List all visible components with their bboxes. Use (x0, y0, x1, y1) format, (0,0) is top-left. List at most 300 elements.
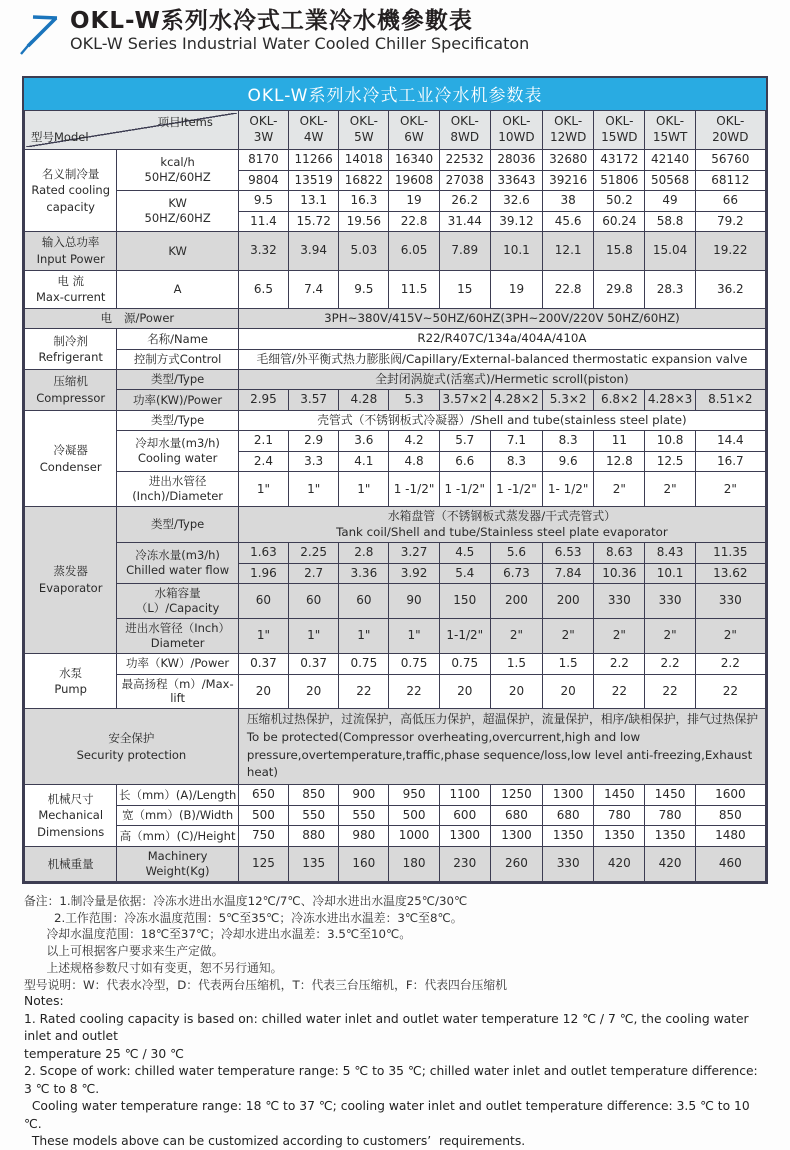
value-cell: 31.44 (439, 211, 490, 232)
value-cell: 160 (339, 846, 389, 881)
table-row (25, 309, 766, 329)
value-cell: 950 (389, 785, 439, 806)
span-value-cell: 毛细管/外平衡式热力膨胀阀/Capillary/External-balanced thermostatic expansion valve (238, 349, 765, 369)
section-label-cell: 电 流 Max-current (25, 270, 117, 308)
table-row (25, 370, 766, 390)
value-cell: 10.36 (594, 563, 645, 584)
value-cell: 0.75 (439, 653, 490, 674)
table-row (25, 653, 766, 674)
value-cell: 3.94 (289, 232, 339, 270)
model-header-cell: OKL- 6W (389, 111, 439, 150)
table-row (25, 431, 766, 452)
value-cell: 42140 (645, 150, 695, 171)
value-cell: 19 (490, 270, 542, 308)
value-cell: 3.27 (389, 543, 439, 564)
value-cell: 16340 (389, 150, 439, 171)
value-cell: 2" (695, 472, 765, 507)
value-cell: 9.6 (543, 451, 594, 472)
item-label-cell: 类型/Type (117, 370, 238, 390)
value-cell: 4.28 (339, 390, 389, 411)
value-cell: 50568 (645, 170, 695, 191)
table-row (25, 709, 766, 785)
item-label-cell: 进出水管径 (Inch)/Diameter (117, 472, 238, 507)
value-cell: 19.22 (695, 232, 765, 270)
table-header-row (25, 111, 766, 150)
note-line: temperature 25 ℃ / 30 ℃ (24, 1046, 184, 1061)
value-cell: 1450 (594, 785, 645, 806)
value-cell: 2" (543, 619, 594, 654)
value-cell: 20 (439, 674, 490, 709)
value-cell: 60 (339, 584, 389, 619)
value-cell: 11.4 (238, 211, 288, 232)
table-row (25, 846, 766, 881)
item-label-cell: kcal/h 50HZ/60HZ (117, 150, 238, 191)
value-cell: 90 (389, 584, 439, 619)
value-cell: 780 (645, 805, 695, 826)
model-header-cell: OKL- 12WD (543, 111, 594, 150)
value-cell: 15.72 (289, 211, 339, 232)
note-line: 上述规格参数尺寸如有变更，恕不另行通知。 (24, 960, 283, 975)
page-subtitle-en: OKL-W Series Industrial Water Cooled Chiller Specificaton (70, 34, 530, 54)
value-cell: 13.1 (289, 191, 339, 212)
value-cell: 1300 (543, 785, 594, 806)
value-cell: 4.5 (439, 543, 490, 564)
value-cell: 39216 (543, 170, 594, 191)
span-value-cell: R22/R407C/134a/404A/410A (238, 329, 765, 349)
note-line: 2.工作范围：冷冻水温度范围：5℃至35℃；冷冻水进出水温差：3℃至8℃。 (24, 910, 463, 925)
value-cell: 16.7 (695, 451, 765, 472)
value-cell: 1350 (543, 826, 594, 847)
table-row (25, 390, 766, 411)
value-cell: 16822 (339, 170, 389, 191)
value-cell: 2.2 (594, 653, 645, 674)
value-cell: 260 (490, 846, 542, 881)
item-label-cell: 宽（mm）(B)/Width (117, 805, 238, 826)
value-cell: 2.95 (238, 390, 288, 411)
model-header-cell: OKL- 5W (339, 111, 389, 150)
value-cell: 550 (339, 805, 389, 826)
value-cell: 2.7 (289, 563, 339, 584)
value-cell: 6.6 (439, 451, 490, 472)
value-cell: 2.2 (645, 653, 695, 674)
value-cell: 27038 (439, 170, 490, 191)
value-cell: 5.7 (439, 431, 490, 452)
value-cell: 9.5 (238, 191, 288, 212)
value-cell: 2" (645, 472, 695, 507)
value-cell: 22.8 (389, 211, 439, 232)
table-row (25, 191, 766, 212)
value-cell: 22 (594, 674, 645, 709)
value-cell: 420 (645, 846, 695, 881)
item-label-cell: 类型/Type (117, 410, 238, 430)
value-cell: 1" (289, 619, 339, 654)
value-cell: 19.56 (339, 211, 389, 232)
value-cell: 66 (695, 191, 765, 212)
note-line: 冷却水温度范围：18℃至37℃；冷却水进出水温差：3.5℃至10℃。 (24, 927, 412, 942)
value-cell: 200 (543, 584, 594, 619)
value-cell: 7.84 (543, 563, 594, 584)
table-row (25, 785, 766, 806)
value-cell: 1" (339, 472, 389, 507)
value-cell: 60 (238, 584, 288, 619)
table-row (25, 543, 766, 564)
value-cell: 2.9 (289, 431, 339, 452)
table-row (25, 329, 766, 349)
title-block (70, 8, 529, 54)
item-label: 源/Power (124, 311, 175, 326)
section-label-cell: 蒸发器 Evaporator (25, 507, 117, 654)
value-cell: 1.5 (543, 653, 594, 674)
item-label-cell: 控制方式Control (117, 349, 238, 369)
value-cell: 2.8 (339, 543, 389, 564)
value-cell: 49 (645, 191, 695, 212)
value-cell: 1450 (645, 785, 695, 806)
value-cell: 5.3 (389, 390, 439, 411)
value-cell: 20 (289, 674, 339, 709)
value-cell: 1- 1/2" (543, 472, 594, 507)
span-value-cell: 全封闭涡旋式(活塞式)/Hermetic scroll(piston) (238, 370, 765, 390)
value-cell: 10.1 (645, 563, 695, 584)
section-label-cell: 水泵 Pump (25, 653, 117, 708)
value-cell: 1-1/2" (439, 619, 490, 654)
value-cell: 9.5 (339, 270, 389, 308)
value-cell: 6.53 (543, 543, 594, 564)
item-label-cell: 冷冻水量(m3/h) Chilled water flow (117, 543, 238, 584)
value-cell: 4.28×3 (645, 390, 695, 411)
value-cell: 10.8 (645, 431, 695, 452)
value-cell: 79.2 (695, 211, 765, 232)
item-label-cell: 功率（KW）/Power (117, 653, 238, 674)
value-cell: 39.12 (490, 211, 542, 232)
table-row (25, 270, 766, 308)
note-line: 2. Scope of work: chilled water temperature range: 5 ℃ to 35 ℃; chilled water inlet and outlet temperature difference: 3 ℃ to 8 ℃. (24, 1064, 762, 1096)
value-cell: 460 (695, 846, 765, 881)
spec-table-title: OKL-W系列水冷式工业冷水机参数表 (24, 78, 766, 110)
item-label-cell: 长（mm）(A)/Length (117, 785, 238, 806)
value-cell: 5.03 (339, 232, 389, 270)
value-cell: 43172 (594, 150, 645, 171)
value-cell: 3.36 (339, 563, 389, 584)
value-cell: 8.51×2 (695, 390, 765, 411)
value-cell: 58.8 (645, 211, 695, 232)
item-label-cell: 最高扬程（m）/Max-lift (117, 674, 238, 709)
value-cell: 750 (238, 826, 288, 847)
value-cell: 1" (389, 619, 439, 654)
value-cell: 22 (339, 674, 389, 709)
value-cell: 500 (238, 805, 288, 826)
value-cell: 1" (238, 472, 288, 507)
value-cell: 2.25 (289, 543, 339, 564)
table-row (25, 472, 766, 507)
value-cell: 10.1 (490, 232, 542, 270)
notes-section (24, 893, 766, 1150)
value-cell: 850 (289, 785, 339, 806)
value-cell: 2" (594, 619, 645, 654)
value-cell: 22 (695, 674, 765, 709)
item-label-cell: 进出水管径（Inch） Diameter (117, 619, 238, 654)
value-cell: 4.8 (389, 451, 439, 472)
value-cell: 1480 (695, 826, 765, 847)
section-label-cell: 压缩机 Compressor (25, 370, 117, 411)
value-cell: 0.75 (389, 653, 439, 674)
arrow-up-right-icon (16, 10, 62, 58)
value-cell: 3.6 (339, 431, 389, 452)
item-label-cell: 水箱容量（L）/Capacity (117, 584, 238, 619)
value-cell: 26.2 (439, 191, 490, 212)
value-cell: 1.63 (238, 543, 288, 564)
section-label-cell: 安全保护 Security protection (25, 709, 239, 785)
value-cell: 7.1 (490, 431, 542, 452)
value-cell: 0.75 (339, 653, 389, 674)
value-cell: 900 (339, 785, 389, 806)
section-label-cell: 名义制冷量 Rated cooling capacity (25, 150, 117, 232)
table-row (25, 410, 766, 430)
value-cell: 1.5 (490, 653, 542, 674)
value-cell: 2.4 (238, 451, 288, 472)
value-cell: 9804 (238, 170, 288, 191)
value-cell: 11.35 (695, 543, 765, 564)
section-label-cell: 机械重量 (25, 846, 117, 881)
value-cell: 51806 (594, 170, 645, 191)
corner-cell (25, 111, 239, 150)
value-cell: 3.92 (389, 563, 439, 584)
value-cell: 1300 (490, 826, 542, 847)
value-cell: 330 (695, 584, 765, 619)
section-label-cell: 制冷剂 Refrigerant (25, 329, 117, 370)
value-cell: 780 (594, 805, 645, 826)
value-cell: 1 -1/2" (389, 472, 439, 507)
value-cell: 6.05 (389, 232, 439, 270)
value-cell: 2" (695, 619, 765, 654)
table-row (25, 232, 766, 270)
model-header-cell: OKL- 4W (289, 111, 339, 150)
section-label-cell: 冷凝器 Condenser (25, 410, 117, 506)
value-cell: 1" (339, 619, 389, 654)
span-value-cell: 壳管式（不锈钢板式冷凝器）/Shell and tube(stainless steel plate) (238, 410, 765, 430)
table-row (25, 507, 766, 543)
value-cell: 850 (695, 805, 765, 826)
value-cell: 125 (238, 846, 288, 881)
value-cell: 22 (389, 674, 439, 709)
value-cell: 230 (439, 846, 490, 881)
value-cell: 20 (490, 674, 542, 709)
item-label-cell: 类型/Type (117, 507, 238, 543)
model-header-cell: OKL- 20WD (695, 111, 765, 150)
value-cell: 1350 (645, 826, 695, 847)
value-cell: 19608 (389, 170, 439, 191)
model-label: 型号Model (31, 130, 89, 145)
value-cell: 330 (594, 584, 645, 619)
item-label-cell: A (117, 270, 238, 308)
value-cell: 2" (490, 619, 542, 654)
value-cell: 8.3 (490, 451, 542, 472)
value-cell: 1350 (594, 826, 645, 847)
items-label: 项目Items (157, 115, 213, 129)
value-cell: 200 (490, 584, 542, 619)
value-cell: 6.5 (238, 270, 288, 308)
value-cell: 1 -1/2" (439, 472, 490, 507)
value-cell: 33643 (490, 170, 542, 191)
value-cell: 8.63 (594, 543, 645, 564)
value-cell: 12.5 (645, 451, 695, 472)
value-cell: 1.96 (238, 563, 288, 584)
value-cell: 1300 (439, 826, 490, 847)
value-cell: 4.1 (339, 451, 389, 472)
table-row (25, 826, 766, 847)
value-cell: 550 (289, 805, 339, 826)
value-cell: 2" (594, 472, 645, 507)
notes-english (24, 993, 766, 1150)
value-cell: 330 (543, 846, 594, 881)
model-header-cell: OKL- 3W (238, 111, 288, 150)
value-cell: 45.6 (543, 211, 594, 232)
value-cell: 22 (645, 674, 695, 709)
page-header (0, 0, 790, 64)
value-cell: 980 (339, 826, 389, 847)
section-label-cell: 机械尺寸 Mechanical Dimensions (25, 785, 117, 847)
value-cell: 32680 (543, 150, 594, 171)
value-cell: 500 (389, 805, 439, 826)
value-cell: 6.73 (490, 563, 542, 584)
note-line: 以上可根据客户要求来生产定做。 (24, 944, 224, 959)
value-cell: 32.6 (490, 191, 542, 212)
value-cell: 22532 (439, 150, 490, 171)
value-cell: 8170 (238, 150, 288, 171)
value-cell: 38 (543, 191, 594, 212)
note-line: 型号说明：W：代表水冷型，D：代表两台压缩机，T：代表三台压缩机，F：代表四台压缩机 (24, 977, 508, 992)
value-cell: 650 (238, 785, 288, 806)
value-cell: 2" (645, 619, 695, 654)
value-cell: 16.3 (339, 191, 389, 212)
value-cell: 0.37 (289, 653, 339, 674)
value-cell: 13.62 (695, 563, 765, 584)
value-cell: 20 (543, 674, 594, 709)
value-cell: 8.43 (645, 543, 695, 564)
value-cell: 3.57×2 (439, 390, 490, 411)
value-cell: 4.28×2 (490, 390, 542, 411)
table-row (25, 349, 766, 369)
value-cell: 11266 (289, 150, 339, 171)
model-header-cell: OKL- 15WD (594, 111, 645, 150)
value-cell: 7.89 (439, 232, 490, 270)
span-value-cell: 水箱盘管（不锈钢板式蒸发器/干式壳管式） Tank coil/Shell and tube/Stainless steel plate evaporator (238, 507, 765, 543)
value-cell: 1100 (439, 785, 490, 806)
item-label-cell: 冷却水量(m3/h) Cooling water (117, 431, 238, 472)
item-label-cell: 功率(KW)/Power (117, 390, 238, 411)
value-cell: 5.4 (439, 563, 490, 584)
value-cell: 5.3×2 (543, 390, 594, 411)
spec-table-wrap (22, 76, 768, 884)
item-label-cell: KW (117, 232, 238, 270)
value-cell: 330 (645, 584, 695, 619)
note-line: 1. Rated cooling capacity is based on: chilled water inlet and outlet water temperature 12 ℃ / 7 ℃, the cooling water inlet and outlet (24, 1011, 753, 1044)
value-cell: 68112 (695, 170, 765, 191)
value-cell: 15.04 (645, 232, 695, 270)
value-cell: 14018 (339, 150, 389, 171)
value-cell: 12.1 (543, 232, 594, 270)
section-label-cell: 输入总功率 Input Power (25, 232, 117, 270)
value-cell: 1000 (389, 826, 439, 847)
value-cell: 60.24 (594, 211, 645, 232)
spec-table (24, 110, 766, 882)
table-row (25, 805, 766, 826)
value-cell: 1 -1/2" (490, 472, 542, 507)
value-cell: 14.4 (695, 431, 765, 452)
value-cell: 2.2 (695, 653, 765, 674)
section-label-zh: 电 (100, 311, 112, 326)
value-cell: 15 (439, 270, 490, 308)
note-line: Notes: (24, 994, 64, 1009)
value-cell: 12.8 (594, 451, 645, 472)
value-cell: 28.3 (645, 270, 695, 308)
model-header-cell: OKL- 15WT (645, 111, 695, 150)
value-cell: 880 (289, 826, 339, 847)
item-label-cell: Machinery Weight(Kg) (117, 846, 238, 881)
value-cell: 15.8 (594, 232, 645, 270)
value-cell: 135 (289, 846, 339, 881)
value-cell: 29.8 (594, 270, 645, 308)
notes-chinese (24, 893, 766, 994)
table-row (25, 150, 766, 171)
model-header-cell: OKL- 10WD (490, 111, 542, 150)
value-cell: 420 (594, 846, 645, 881)
value-cell: 19 (389, 191, 439, 212)
value-cell: 60 (289, 584, 339, 619)
value-cell: 180 (389, 846, 439, 881)
table-row (25, 619, 766, 654)
value-cell: 20 (238, 674, 288, 709)
value-cell: 150 (439, 584, 490, 619)
note-line: Cooling water temperature range: 18 ℃ to 37 ℃; cooling water inlet and outlet temperature difference: 3.5 ℃ to 10 ℃. (24, 1099, 754, 1131)
value-cell: 3.32 (238, 232, 288, 270)
item-label-cell: 名称/Name (117, 329, 238, 349)
page-title-zh: OKL-W系列水冷式工業冷水機參數表 (70, 8, 473, 34)
value-cell: 11.5 (389, 270, 439, 308)
table-row (25, 584, 766, 619)
value-cell: 36.2 (695, 270, 765, 308)
note-line: These models above can be customized according to customers’ requirements. (24, 1133, 526, 1148)
value-cell: 4.2 (389, 431, 439, 452)
span-value-cell: 3PH~380V/415V~50HZ/60HZ(3PH~200V/220V 50HZ/60HZ) (238, 309, 765, 329)
value-cell: 8.3 (543, 431, 594, 452)
note-line: 备注：1.制冷量是依据：冷冻水进出水温度12℃/7℃、冷却水进出水温度25℃/30℃ (24, 893, 468, 908)
value-cell: 1" (289, 472, 339, 507)
item-label-cell: KW 50HZ/60HZ (117, 191, 238, 232)
value-cell: 0.37 (238, 653, 288, 674)
value-cell: 1250 (490, 785, 542, 806)
value-cell: 680 (490, 805, 542, 826)
value-cell: 13519 (289, 170, 339, 191)
value-cell: 3.3 (289, 451, 339, 472)
item-label-cell: 高（mm）(C)/Height (117, 826, 238, 847)
value-cell: 2.1 (238, 431, 288, 452)
value-cell: 5.6 (490, 543, 542, 564)
value-cell: 680 (543, 805, 594, 826)
table-row (25, 674, 766, 709)
value-cell: 1600 (695, 785, 765, 806)
value-cell: 3.57 (289, 390, 339, 411)
model-header-cell: OKL- 8WD (439, 111, 490, 150)
value-cell: 28036 (490, 150, 542, 171)
value-cell: 22.8 (543, 270, 594, 308)
value-cell: 56760 (695, 150, 765, 171)
section-label-cell (25, 309, 239, 329)
value-cell: 1" (238, 619, 288, 654)
value-cell: 600 (439, 805, 490, 826)
value-cell: 50.2 (594, 191, 645, 212)
value-cell: 11 (594, 431, 645, 452)
value-cell: 7.4 (289, 270, 339, 308)
